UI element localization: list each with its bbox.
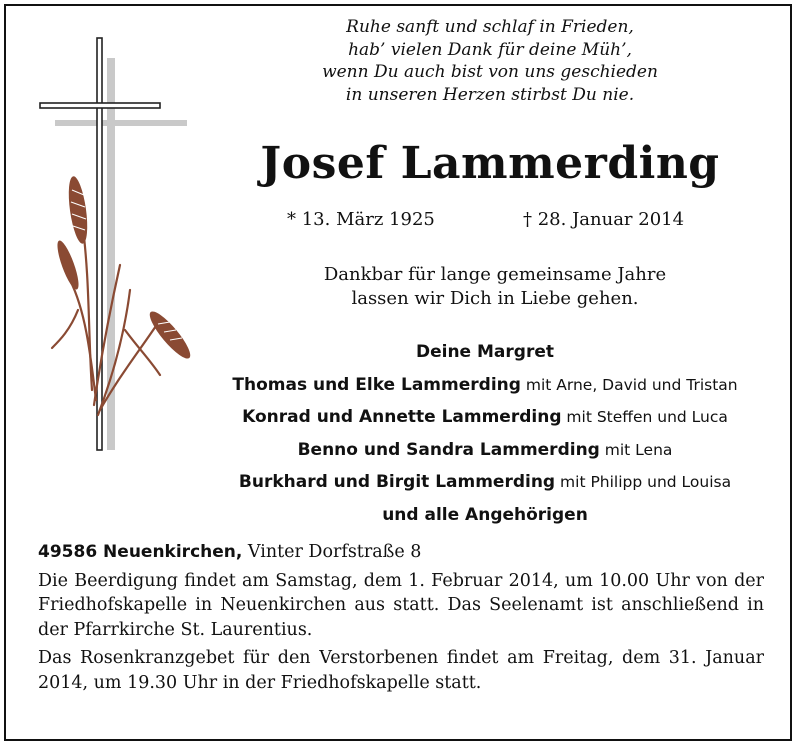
- family-names: Burkhard und Birgit Lammerding: [238, 472, 556, 492]
- thanks-message: [260, 263, 730, 311]
- rosary-paragraph: Das Rosenkranzgebet für den Verstorbenen findet am Freitag, dem 31. Januar 2014, um 19.30 Uhr in der Friedhofskapelle statt.: [38, 648, 764, 693]
- family-list: [190, 336, 780, 531]
- family-names: Thomas und Elke Lammerding: [232, 374, 521, 395]
- poem-line: in unseren Herzen stirbst Du nie.: [345, 84, 635, 105]
- family-line: [190, 401, 780, 434]
- family-names: und alle Angehörigen: [382, 504, 588, 525]
- poem-line: hab’ vielen Dank für deine Müh’,: [348, 39, 632, 60]
- poem-line: wenn Du auch bist von uns geschieden: [322, 62, 658, 82]
- funeral-details: [38, 540, 764, 699]
- thanks-line: Dankbar für lange gemeinsame Jahre: [323, 264, 667, 285]
- family-line: [190, 466, 780, 499]
- address-street: Vinter Dorfstraße 8: [242, 542, 422, 562]
- poem: [290, 16, 690, 106]
- family-line: [190, 336, 780, 369]
- family-names: Konrad und Annette Lammerding: [242, 407, 562, 427]
- family-children: mit Philipp und Louisa: [555, 473, 732, 491]
- thanks-line: lassen wir Dich in Liebe gehen.: [351, 288, 639, 309]
- poem-line: Ruhe sanft und schlaf in Frieden,: [346, 17, 634, 37]
- address: [38, 540, 764, 565]
- funeral-paragraph: Die Beerdigung findet am Samstag, dem 1. Februar 2014, um 10.00 Uhr von der Friedhofskapelle in Neuenkirchen aus statt. Das Seelenamt ist anschließend in der Pfarrkirche St. Laurentius.: [38, 570, 764, 640]
- family-children: mit Steffen und Luca: [561, 408, 728, 426]
- address-city: 49586 Neuenkirchen,: [38, 542, 243, 562]
- family-line: [190, 499, 780, 532]
- family-names: Deine Margret: [415, 342, 554, 362]
- wheat-icon: [52, 220, 160, 415]
- family-line: [190, 369, 780, 402]
- family-children: mit Lena: [599, 440, 673, 459]
- cross-shadow: [55, 58, 187, 450]
- deceased-name: Josef Lammerding: [260, 138, 720, 189]
- birth-date: * 13. März 1925: [287, 209, 435, 230]
- family-children: mit Arne, David und Tristan: [520, 375, 738, 394]
- family-line: [190, 434, 780, 467]
- family-names: Benno und Sandra Lammerding: [297, 439, 600, 460]
- death-date: † 28. Januar 2014: [523, 209, 685, 230]
